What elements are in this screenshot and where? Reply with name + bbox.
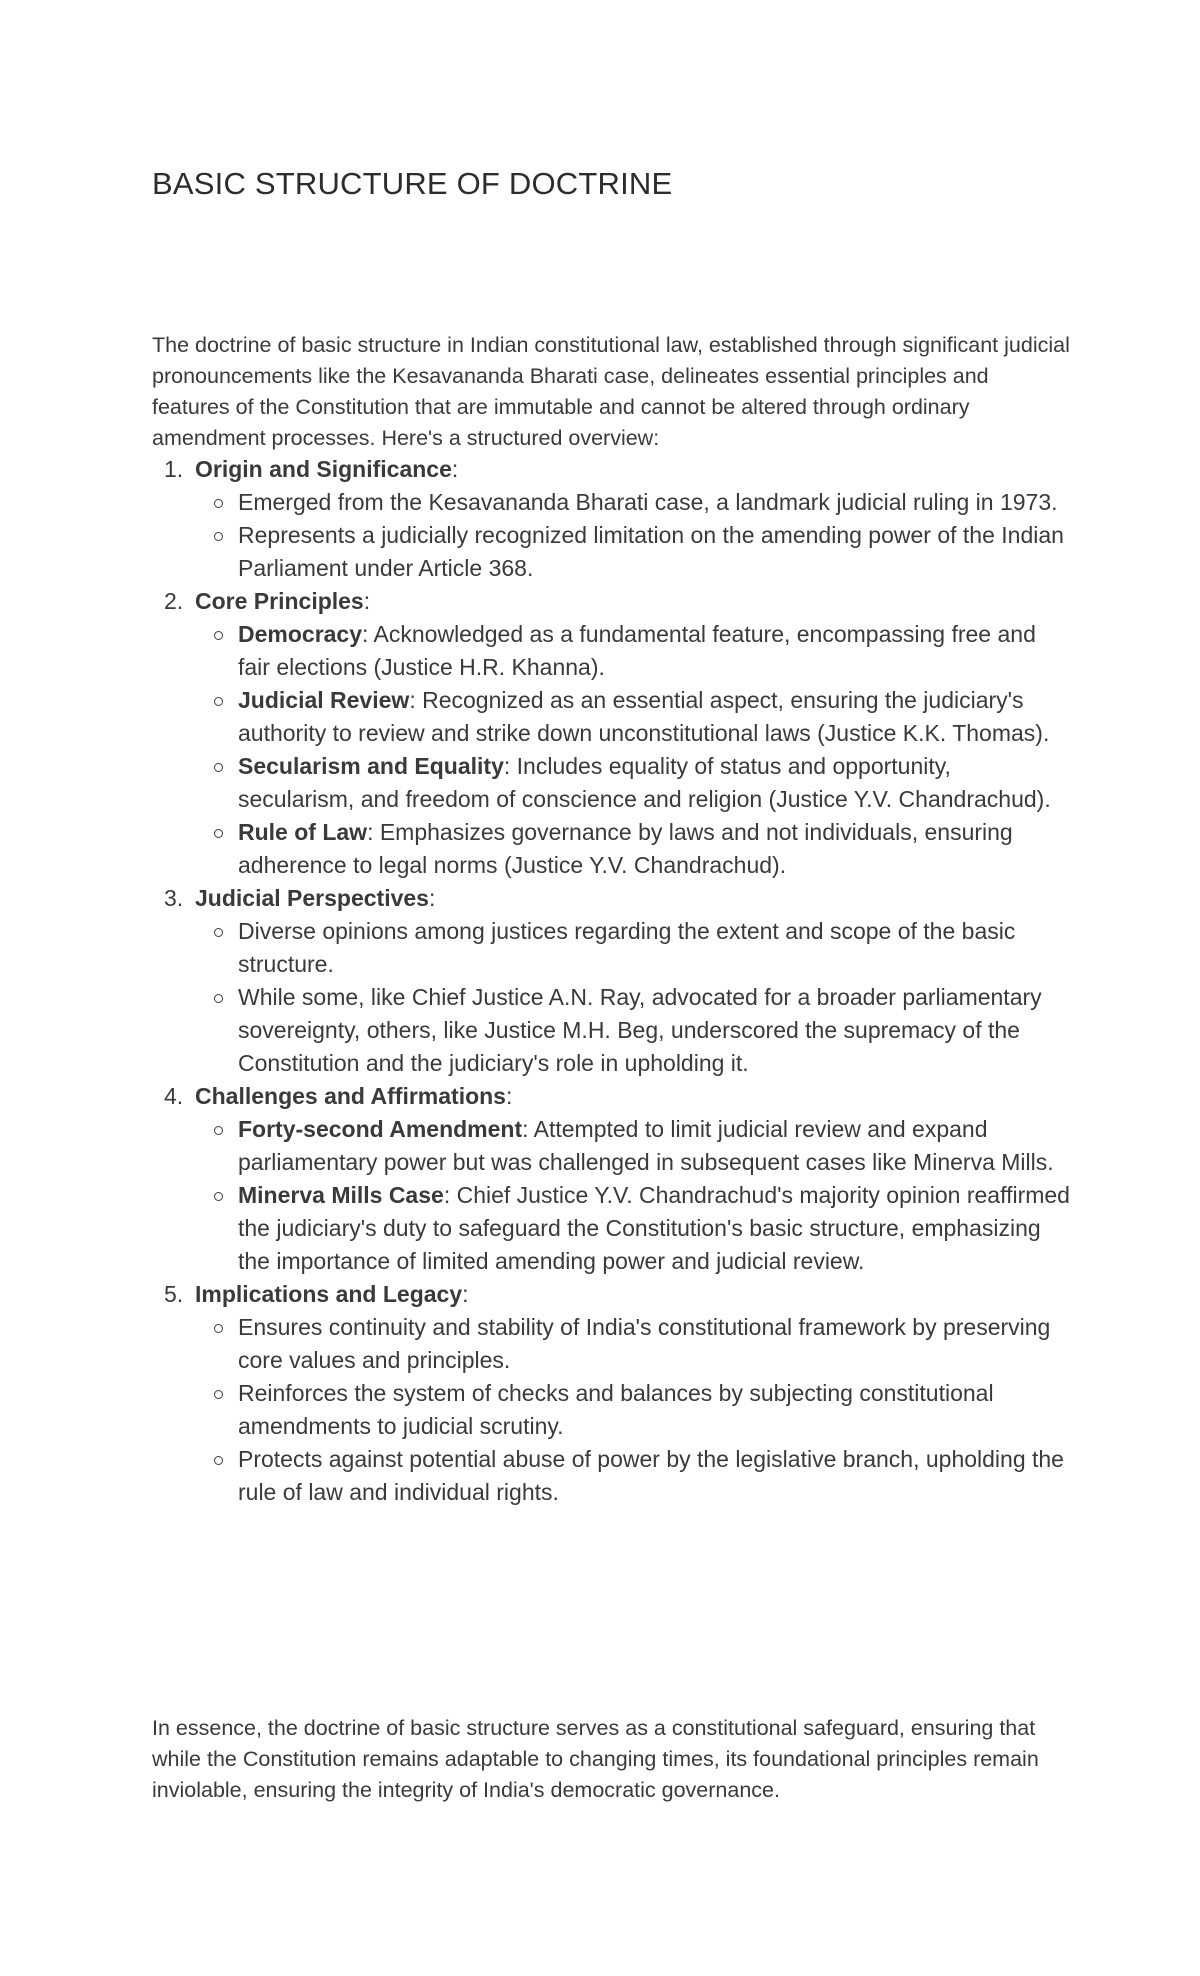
sub-list: [195, 1311, 1072, 1509]
sub-list: [195, 486, 1072, 585]
list-item: Represents a judicially recognized limitation on the amending power of the Indian Parliament under Article 368.: [238, 519, 1072, 585]
list-item: Diverse opinions among justices regarding the extent and scope of the basic structure.: [238, 915, 1072, 981]
list-item: Rule of Law: Emphasizes governance by laws and not individuals, ensuring adherence to legal norms (Justice Y.V. Chandrachud).: [238, 816, 1072, 882]
outline-list: [152, 453, 1072, 1509]
item-term: Rule of Law: [238, 819, 368, 845]
circle-bullet-icon: [214, 1324, 223, 1333]
circle-bullet-icon: [214, 829, 223, 838]
section-number: 3.: [164, 885, 184, 911]
circle-bullet-icon: [214, 994, 223, 1003]
section-title: Origin and Significance: [195, 456, 452, 482]
list-item: Protects against potential abuse of power by the legislative branch, upholding the rule of law and individual rights.: [238, 1443, 1072, 1509]
item-term: Forty-second Amendment: [238, 1116, 523, 1142]
circle-bullet-icon: [214, 1390, 223, 1399]
section-core-principles: 2. Core Principles: Democracy: Acknowledged as a fundamental feature, encompassing free and fair elections (Justice H.R. Khanna). Judicial Review: Recognized as an essential aspect, ensuring the judiciary's authority to review and strike down unconstitutional laws (Justice K.K. Thomas). Secularism and Equality: Includes equality of status and opportunity, secularism, and freedom of conscience and religion (Justice Y.V. Chandrachud). Rule of Law: Emphasizes governance by laws and not individuals, ensuring adherence to legal norms (Justice Y.V. Chandrachud).: [152, 585, 1072, 882]
list-item: Democracy: Acknowledged as a fundamental feature, encompassing free and fair elections (Justice H.R. Khanna).: [238, 618, 1072, 684]
circle-bullet-icon: [214, 1126, 223, 1135]
section-number: 1.: [164, 456, 184, 482]
circle-bullet-icon: [214, 499, 223, 508]
section-number: 5.: [164, 1281, 184, 1307]
list-item: Emerged from the Kesavananda Bharati case, a landmark judicial ruling in 1973.: [238, 486, 1072, 519]
circle-bullet-icon: [214, 631, 223, 640]
list-item: Judicial Review: Recognized as an essential aspect, ensuring the judiciary's authority to review and strike down unconstitutional laws (Justice K.K. Thomas).: [238, 684, 1072, 750]
section-title: Judicial Perspectives: [195, 885, 429, 911]
item-term: Judicial Review: [238, 687, 410, 713]
section-origin: 1. Origin and Significance: Emerged from the Kesavananda Bharati case, a landmark judicial ruling in 1973. Represents a judicially recognized limitation on the amending power of the Indian Parliament under Article 368.: [152, 453, 1072, 585]
sub-list: [195, 1113, 1072, 1278]
section-implications: 5. Implications and Legacy: Ensures continuity and stability of India's constitutional framework by preserving core values and principles. Reinforces the system of checks and balances by subjecting constitutional amendments to judicial scrutiny. Protects against potential abuse of power by the legislative branch, upholding the rule of law and individual rights.: [152, 1278, 1072, 1509]
list-item: Minerva Mills Case: Chief Justice Y.V. Chandrachud's majority opinion reaffirmed the judiciary's duty to safeguard the Constitution's basic structure, emphasizing the importance of limited amending power and judicial review.: [238, 1179, 1072, 1278]
circle-bullet-icon: [214, 928, 223, 937]
circle-bullet-icon: [214, 763, 223, 772]
section-title: Core Principles: [195, 588, 364, 614]
circle-bullet-icon: [214, 697, 223, 706]
sub-list: [195, 618, 1072, 882]
circle-bullet-icon: [214, 1192, 223, 1201]
section-number: 2.: [164, 588, 184, 614]
section-title: Implications and Legacy: [195, 1281, 463, 1307]
list-item: Ensures continuity and stability of India's constitutional framework by preserving core values and principles.: [238, 1311, 1072, 1377]
circle-bullet-icon: [214, 1456, 223, 1465]
section-challenges: 4. Challenges and Affirmations: Forty-second Amendment: Attempted to limit judicial review and expand parliamentary power but was challenged in subsequent cases like Minerva Mills. Minerva Mills Case: Chief Justice Y.V. Chandrachud's majority opinion reaffirmed the judiciary's duty to safeguard the Constitution's basic structure, emphasizing the importance of limited amending power and judicial review.: [152, 1080, 1072, 1278]
list-item: Secularism and Equality: Includes equality of status and opportunity, secularism, and freedom of conscience and religion (Justice Y.V. Chandrachud).: [238, 750, 1072, 816]
document-title: BASIC STRUCTURE OF DOCTRINE: [152, 166, 673, 201]
closing-paragraph: In essence, the doctrine of basic structure serves as a constitutional safeguard, ensuring that while the Constitution remains adaptable to changing times, its foundational principles remain inviolable, ensuring the integrity of India's democratic governance.: [152, 1716, 1039, 1802]
intro-paragraph: The doctrine of basic structure in Indian constitutional law, established through significant judicial pronouncements like the Kesavananda Bharati case, delineates essential principles and features of the Constitution that are immutable and cannot be altered through ordinary amendment processes. Here's a structured overview:: [152, 333, 1070, 450]
item-term: Minerva Mills Case: [238, 1182, 444, 1208]
section-number: 4.: [164, 1083, 184, 1109]
list-item: Reinforces the system of checks and balances by subjecting constitutional amendments to judicial scrutiny.: [238, 1377, 1072, 1443]
item-term: Democracy: [238, 621, 363, 647]
circle-bullet-icon: [214, 532, 223, 541]
section-judicial-perspectives: 3. Judicial Perspectives: Diverse opinions among justices regarding the extent and scope of the basic structure. While some, like Chief Justice A.N. Ray, advocated for a broader parliamentary sovereignty, others, like Justice M.H. Beg, underscored the supremacy of the Constitution and the judiciary's role in upholding it.: [152, 882, 1072, 1080]
section-title: Challenges and Affirmations: [195, 1083, 506, 1109]
sub-list: [195, 915, 1072, 1080]
item-term: Secularism and Equality: [238, 753, 504, 779]
list-item: While some, like Chief Justice A.N. Ray, advocated for a broader parliamentary sovereignty, others, like Justice M.H. Beg, underscored the supremacy of the Constitution and the judiciary's role in upholding it.: [238, 981, 1072, 1080]
list-item: Forty-second Amendment: Attempted to limit judicial review and expand parliamentary power but was challenged in subsequent cases like Minerva Mills.: [238, 1113, 1072, 1179]
